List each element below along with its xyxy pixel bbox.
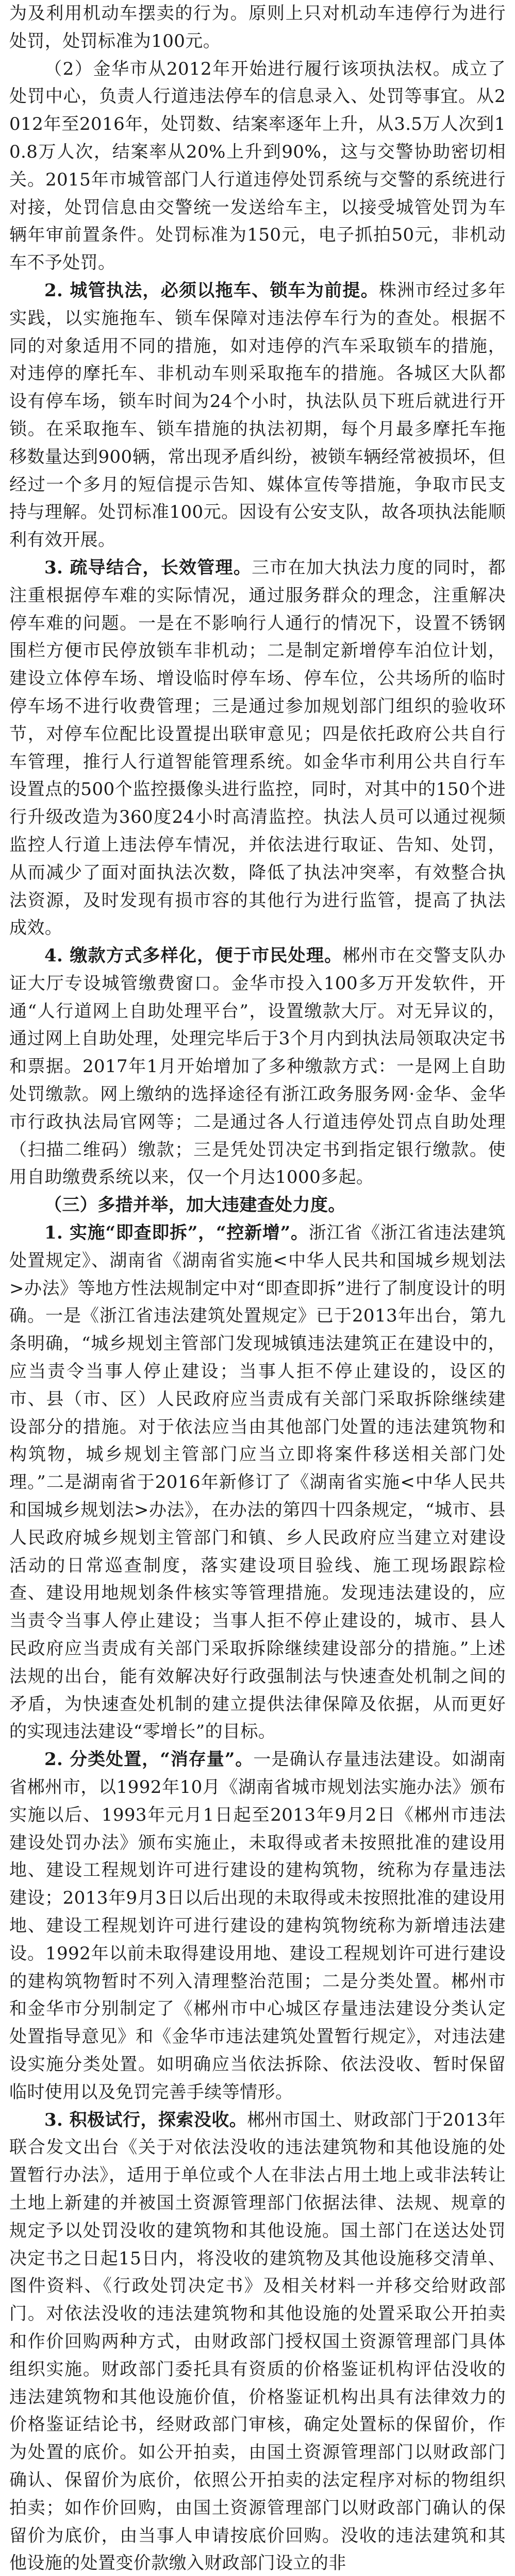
paragraph-text: 为及利用机动车摆卖的行为。原则上只对机动车违停行为进行处罚，处罚标准为100元。 <box>9 3 506 52</box>
paragraph-0 <box>9 0 506 56</box>
paragraph-text: 三市在加大执法力度的同时，都注重根据停车难的实际情况，通过服务群众的理念，注重解决停车难的问题。一是在不影响行人通行的情况下，设置不锈钢围栏方便市民停放锁车非机动；二是制定新增停车泊位计划，建设立体停车场、增设临时停车场、停车位，公共场所的临时停车场不进行收费管理；三是通过参加规划部门组织的验收环节，对停车位配比设置提出联审意见；四是依托政府公共自行车管理，推行人行道智能管理系统。如金华市利用公共自行车设置点的500个监控摄像头进行监控，同时，对其中的150个进行升级改造为360度24小时高清监控。执法人员可以通过视频监控人行道上违法停车情况，并依法进行取证、告知、处罚，从而减少了面对面执法次数，降低了执法冲突率，有效整合执法资源，及时发现有损市容的其他行为进行监管，提高了执法成效。 <box>9 557 506 939</box>
paragraph-text: （2）金华市从2012年开始进行履行该项执法权。成立了处罚中心，负责人行道违法停车的信息录入、处罚等事宜。从2012年至2016年，处罚数、结案率逐年上升，从3.5万人次到10.8万人次，结案率从20%上升到90%，这与交警协助密切相关。2015年市城管部门人行道违停处罚系统与交警的系统进行对接，处罚信息由交警统一发送给车主，以接受城管处罚为车辆年审前置条件。处罚标准为150元，电子抓拍50元，非机动车不予处罚。 <box>9 58 506 274</box>
paragraph-7 <box>9 1746 506 2106</box>
paragraph-4 <box>9 942 506 1192</box>
paragraph-6 <box>9 1219 506 1746</box>
paragraph-heading: 2. 城管执法，必须以拖车、锁车为前提。 <box>44 280 379 301</box>
paragraph-text: 株洲市经过多年实践，以实施拖车、锁车保障对违法停车行为的查处。根据不同的对象适用不同的措施，如对违停的汽车采取锁车的措施，对违停的摩托车、非机动车则采取拖车的措施。各城区大队都设有停车场，锁车时间为24个小时，执法队员下班后就进行开锁。在采取拖车、锁车措施的执法初期，每个月最多摩托车拖移数量达到900辆，常出现矛盾纠纷，被锁车辆经常被损坏，但经过一个多月的短信提示告知、媒体宣传等措施，争取市民支持与理解。处罚标准100元。因设有公安支队，故各项执法能顺利有效开展。 <box>9 280 506 551</box>
paragraph-2 <box>9 277 506 554</box>
paragraph-heading: 1. 实施“即查即拆”，“控新增”。 <box>44 1223 309 1244</box>
paragraph-heading: 4. 缴款方式多样化，便于市民处理。 <box>44 945 343 967</box>
section-heading <box>9 1192 506 1219</box>
paragraph-text: 一是确认存量违法建设。如湖南省郴州市，以1992年10月《湖南省城市规划法实施办法》颁布实施以后、1993年元月1日起至2013年9月2日《郴州市违法建设处罚办法》颁布实施止，未取得或者未按照批准的建设用地、建设工程规划许可进行建设的建构筑物，统称为存量违法建设；2013年9月3日以后出现的未取得或未按照批准的建设用地、建设工程规划许可进行建设的建构筑物统称为新增违法建设。1992年以前未取得建设用地、建设工程规划许可进行建设的建构筑物暂时不列入清理整治范围；二是分类处置。郴州市和金华市分别制定了《郴州市中心城区存量违法建设分类认定处置指导意见》和《金华市违法建筑处置暂行规定》，对违法建设实施分类处置。如明确应当依法拆除、依法没收、暂时保留临时使用以及免罚完善手续等情形。 <box>9 1749 506 2103</box>
paragraph-text: 郴州市国土、财政部门于2013年联合发文出台《关于对依法没收的违法建筑物和其他设施的处置暂行办法》，适用于单位或个人在非法占用土地上或非法转让土地上新建的并被国土资源管理部门依据法律、法规、规章的规定予以处罚没收的建筑物和其他设施。国土部门在送达处罚决定书之日起15日内，将没收的建筑物及其他设施移交清单、图件资料、《行政处罚决定书》及相关材料一并移交给财政部门。对依法没收的违法建筑物和其他设施的处置采取公开拍卖和作价回购两种方式，由财政部门授权国土资源管理部门具体组织实施。财政部门委托具有资质的价格鉴证机构评估没收的违法建筑物和其他设施价值，价格鉴证机构出具有法律效力的价格鉴证结论书，经财政部门审核，确定处置标的保留价，作为处置的底价。如公开拍卖，由国土资源管理部门以财政部门确认、保留价为底价，依照公开拍卖的法定程序对标的物组织拍卖；如作价回购，由国土资源管理部门以财政部门确认的保留价为底价，由当事人申请按底价回购。没收的违法建筑和其他设施的处置变价款缴入财政部门设立的非 <box>9 2109 506 2574</box>
paragraph-heading: 3. 积极试行，探索没收。 <box>44 2109 247 2130</box>
paragraph-1 <box>9 56 506 277</box>
paragraph-heading: 3. 疏导结合，长效管理。 <box>44 557 252 578</box>
paragraph-heading: 2. 分类处置，“消存量”。 <box>44 1749 254 1770</box>
paragraph-text: 浙江省《浙江省违法建筑处置规定》、湖南省《湖南省实施<中华人民共和国城乡规划法>办法》等地方性法规制定中对“即查即拆”进行了制度设计的明确。一是《浙江省违法建筑处置规定》已于2013年出台，第九条明确，“城乡规划主管部门发现城镇违法建筑正在建设中的，应当责令当事人停止建设；当事人拒不停止建设的，设区的市、县（市、区）人民政府应当责成有关部门采取拆除继续建设部分的措施。对于依法应当由其他部门处置的违法建筑物和构筑物，城乡规划主管部门应当立即将案件移送相关部门处理。”二是湖南省于2016年新修订了《湖南省实施<中华人民共和国城乡规划法>办法》，在办法的第四十四条规定，“城市、县人民政府城乡规划主管部门和镇、乡人民政府应当建立对建设活动的日常巡查制度，落实建设项目验线、施工现场跟踪检查、建设用地规划条件核实等管理措施。发现违法建设的，应当责令当事人停止建设；当事人拒不停止建设的，城市、县人民政府应当责成有关部门采取拆除继续建设部分的措施。”上述法规的出台，能有效解决好行政强制法与快速查处机制之间的矛盾，为快速查处机制的建立提供法律保障及依据，从而更好的实现违法建设“零增长”的目标。 <box>9 1223 506 1742</box>
section-title: （三）多措并举，加大违建查处力度。 <box>44 1195 346 1216</box>
paragraph-text: 郴州市在交警支队办证大厅专设城管缴费窗口。金华市投入100多万开发软件，开通“人行道网上自助处理平台”，设置缴款大厅。对无异议的，通过网上自助处理，处理完毕后于3个月内到执法局领取决定书和票据。2017年1月开始增加了多种缴款方式：一是网上自助处罚缴款。网上缴纳的选择途径有浙江政务服务网·金华、金华市行政执法局官网等；二是通过各人行道违停处罚点自助处理（扫描二维码）缴款；三是凭处罚决定书到指定银行缴款。使用自助缴费系统以来，仅一个月达1000多起。 <box>9 945 506 1188</box>
paragraph-3 <box>9 554 506 942</box>
paragraph-8 <box>9 2107 506 2576</box>
